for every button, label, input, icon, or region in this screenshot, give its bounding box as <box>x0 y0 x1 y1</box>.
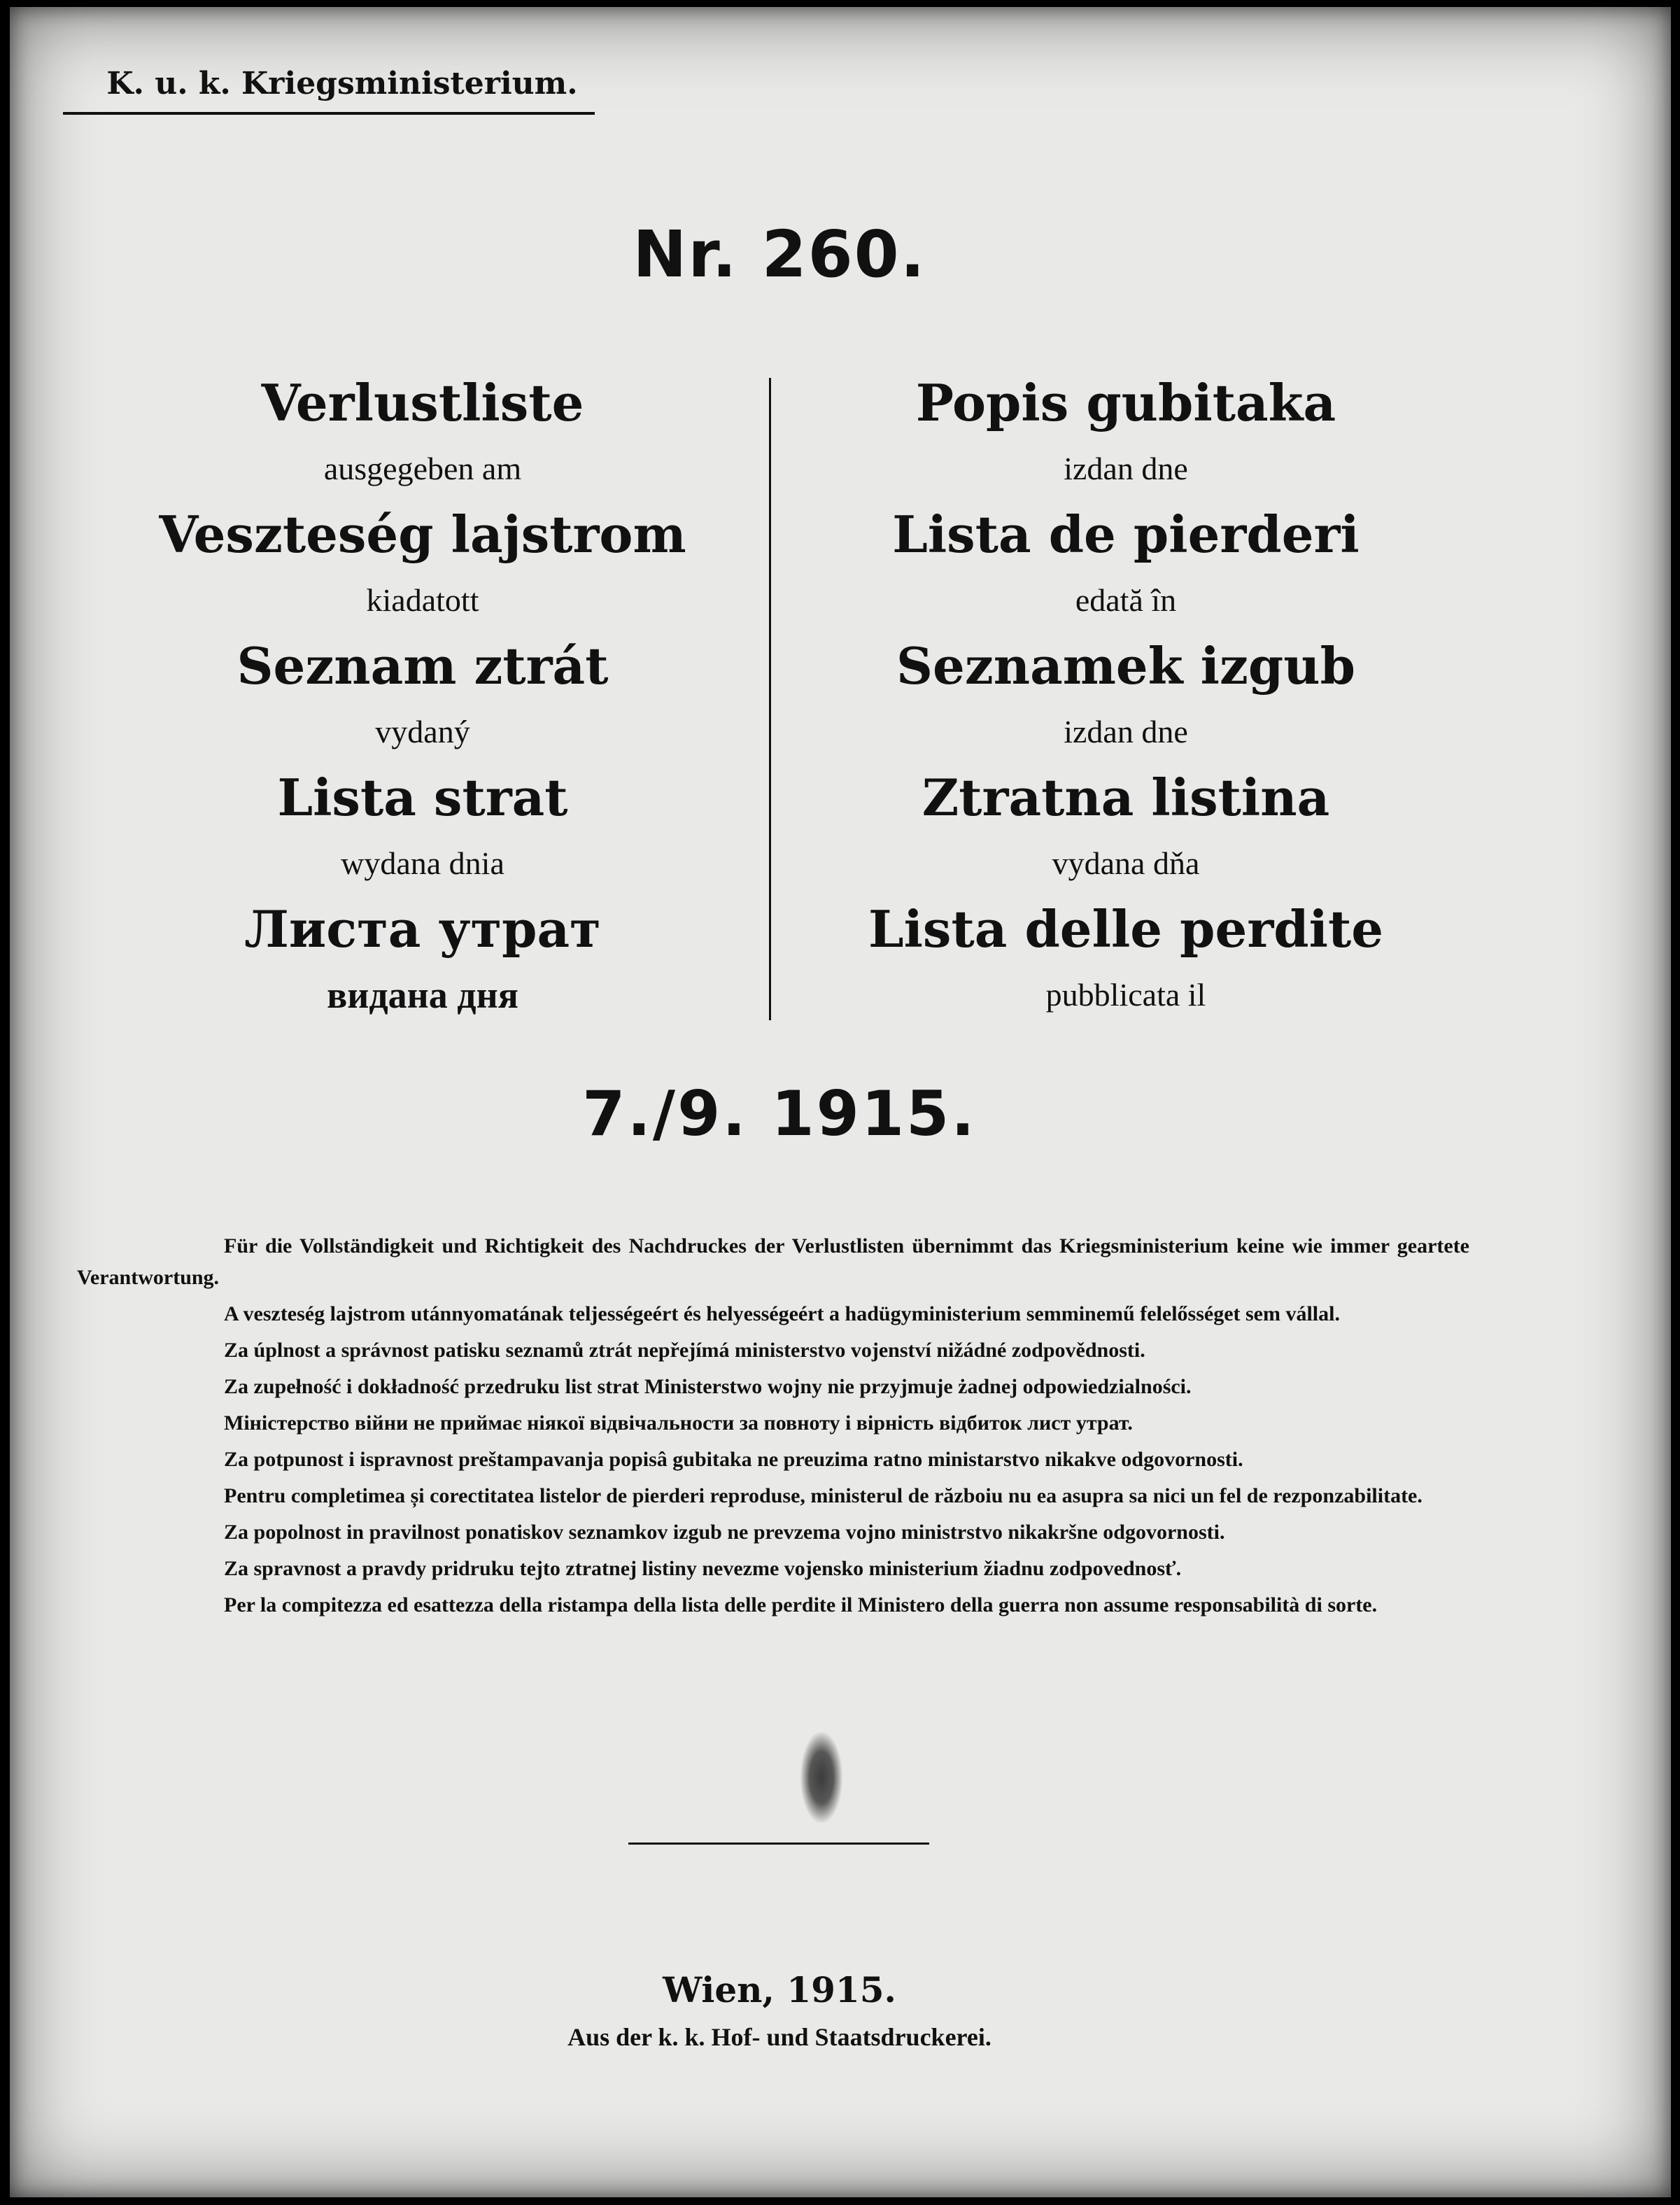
subtitle-german: ausgegeben am <box>323 451 522 486</box>
disclaimer-polish: Za zupełność i dokładność przedruku list strat Ministerstwo wojny nie przyjmuje żadnej odpowiedzialności. <box>224 1375 1192 1398</box>
disclaimer-hungarian: A veszteség lajstrom utánnyomatának teljességeért és helyességeért a hadügyministerium semminemű felelősséget sem vállal. <box>224 1302 1340 1325</box>
seal-rule <box>628 1843 929 1845</box>
subtitle-slovak: vydana dňa <box>1052 845 1200 881</box>
disclaimer-slovenian: Za popolnost in pravilnost ponatiskov seznamkov izgub ne prevzema vojno ministrstvo nikakršne odgovornosti. <box>224 1521 1225 1544</box>
disclaimer-croatian: Za potpunost i ispravnost preštampavanja popisâ gubitaka ne preuzima ratno ministarstvo nikakve odgovornosti. <box>224 1448 1243 1471</box>
disclaimer-block <box>77 1230 1469 1626</box>
subtitle-romanian: edată în <box>1075 582 1177 618</box>
disclaimer-ukrainian: Міністерство війни не приймає ніякої відвічальности за повноту і вірність відбиток лист утрат. <box>224 1411 1133 1435</box>
subtitle-czech: vydaný <box>375 714 470 749</box>
ministry-underline <box>63 112 595 115</box>
issue-date: 7./9. 1915. <box>582 1078 977 1150</box>
ministry-heading: K. u. k. Kriegsministerium. <box>106 66 578 101</box>
disclaimer-italian: Per la compitezza ed esattezza della ristampa della lista delle perdite il Ministero della guerra non assume responsabilità di sorte. <box>224 1593 1378 1616</box>
subtitle-italian: pubblicata il <box>1045 977 1206 1013</box>
title-hungarian: Veszteség lajstrom <box>159 505 686 564</box>
title-german: Verlustliste <box>261 373 584 432</box>
left-language-column <box>108 371 737 1029</box>
imprint-printer: Aus der k. k. Hof- und Staatsdruckerei. <box>567 2023 991 2051</box>
column-divider <box>769 378 771 1020</box>
title-polish: Lista strat <box>277 768 568 827</box>
title-czech: Seznam ztrát <box>237 636 609 696</box>
right-language-column <box>793 371 1458 1029</box>
title-romanian: Lista de pierderi <box>892 505 1360 564</box>
list-number: Nr. 260. <box>633 217 926 292</box>
document-page <box>10 7 1671 2197</box>
disclaimer-romanian: Pentru completimea și corectitatea listelor de pierderi reproduse, ministerul de războiu nu ea asupra sa nici un fel de rezponzabilitate. <box>224 1484 1423 1507</box>
subtitle-polish: wydana dnia <box>341 845 504 881</box>
subtitle-ukrainian: видана дня <box>327 974 518 1016</box>
imprint-city: Wien, 1915. <box>663 1969 896 2010</box>
title-slovak: Ztratna listina <box>922 768 1330 827</box>
subtitle-croatian: izdan dne <box>1064 451 1188 486</box>
disclaimer-german: Für die Vollständigkeit und Richtigkeit des Nachdruckes der Verlustlisten übernimmt das Kriegsministerium keine wie immer geartete Verantwortung. <box>77 1234 1469 1289</box>
title-slovenian: Seznamek izgub <box>896 636 1355 696</box>
disclaimer-czech: Za úplnost a správnost patisku seznamů ztrát nepřejímá ministerstvo vojenství nižádné zodpovědnosti. <box>224 1339 1145 1362</box>
subtitle-hungarian: kiadatott <box>366 582 479 618</box>
ink-seal-mark <box>800 1732 842 1823</box>
title-croatian: Popis gubitaka <box>915 373 1336 432</box>
disclaimer-slovak: Za spravnost a pravdy pridruku tejto ztratnej listiny nevezme vojensko ministerium žiadnu zodpovednosť. <box>224 1557 1182 1580</box>
subtitle-slovenian: izdan dne <box>1064 714 1188 749</box>
title-italian: Lista delle perdite <box>868 899 1384 959</box>
title-ukrainian: Листа утрат <box>244 899 601 959</box>
